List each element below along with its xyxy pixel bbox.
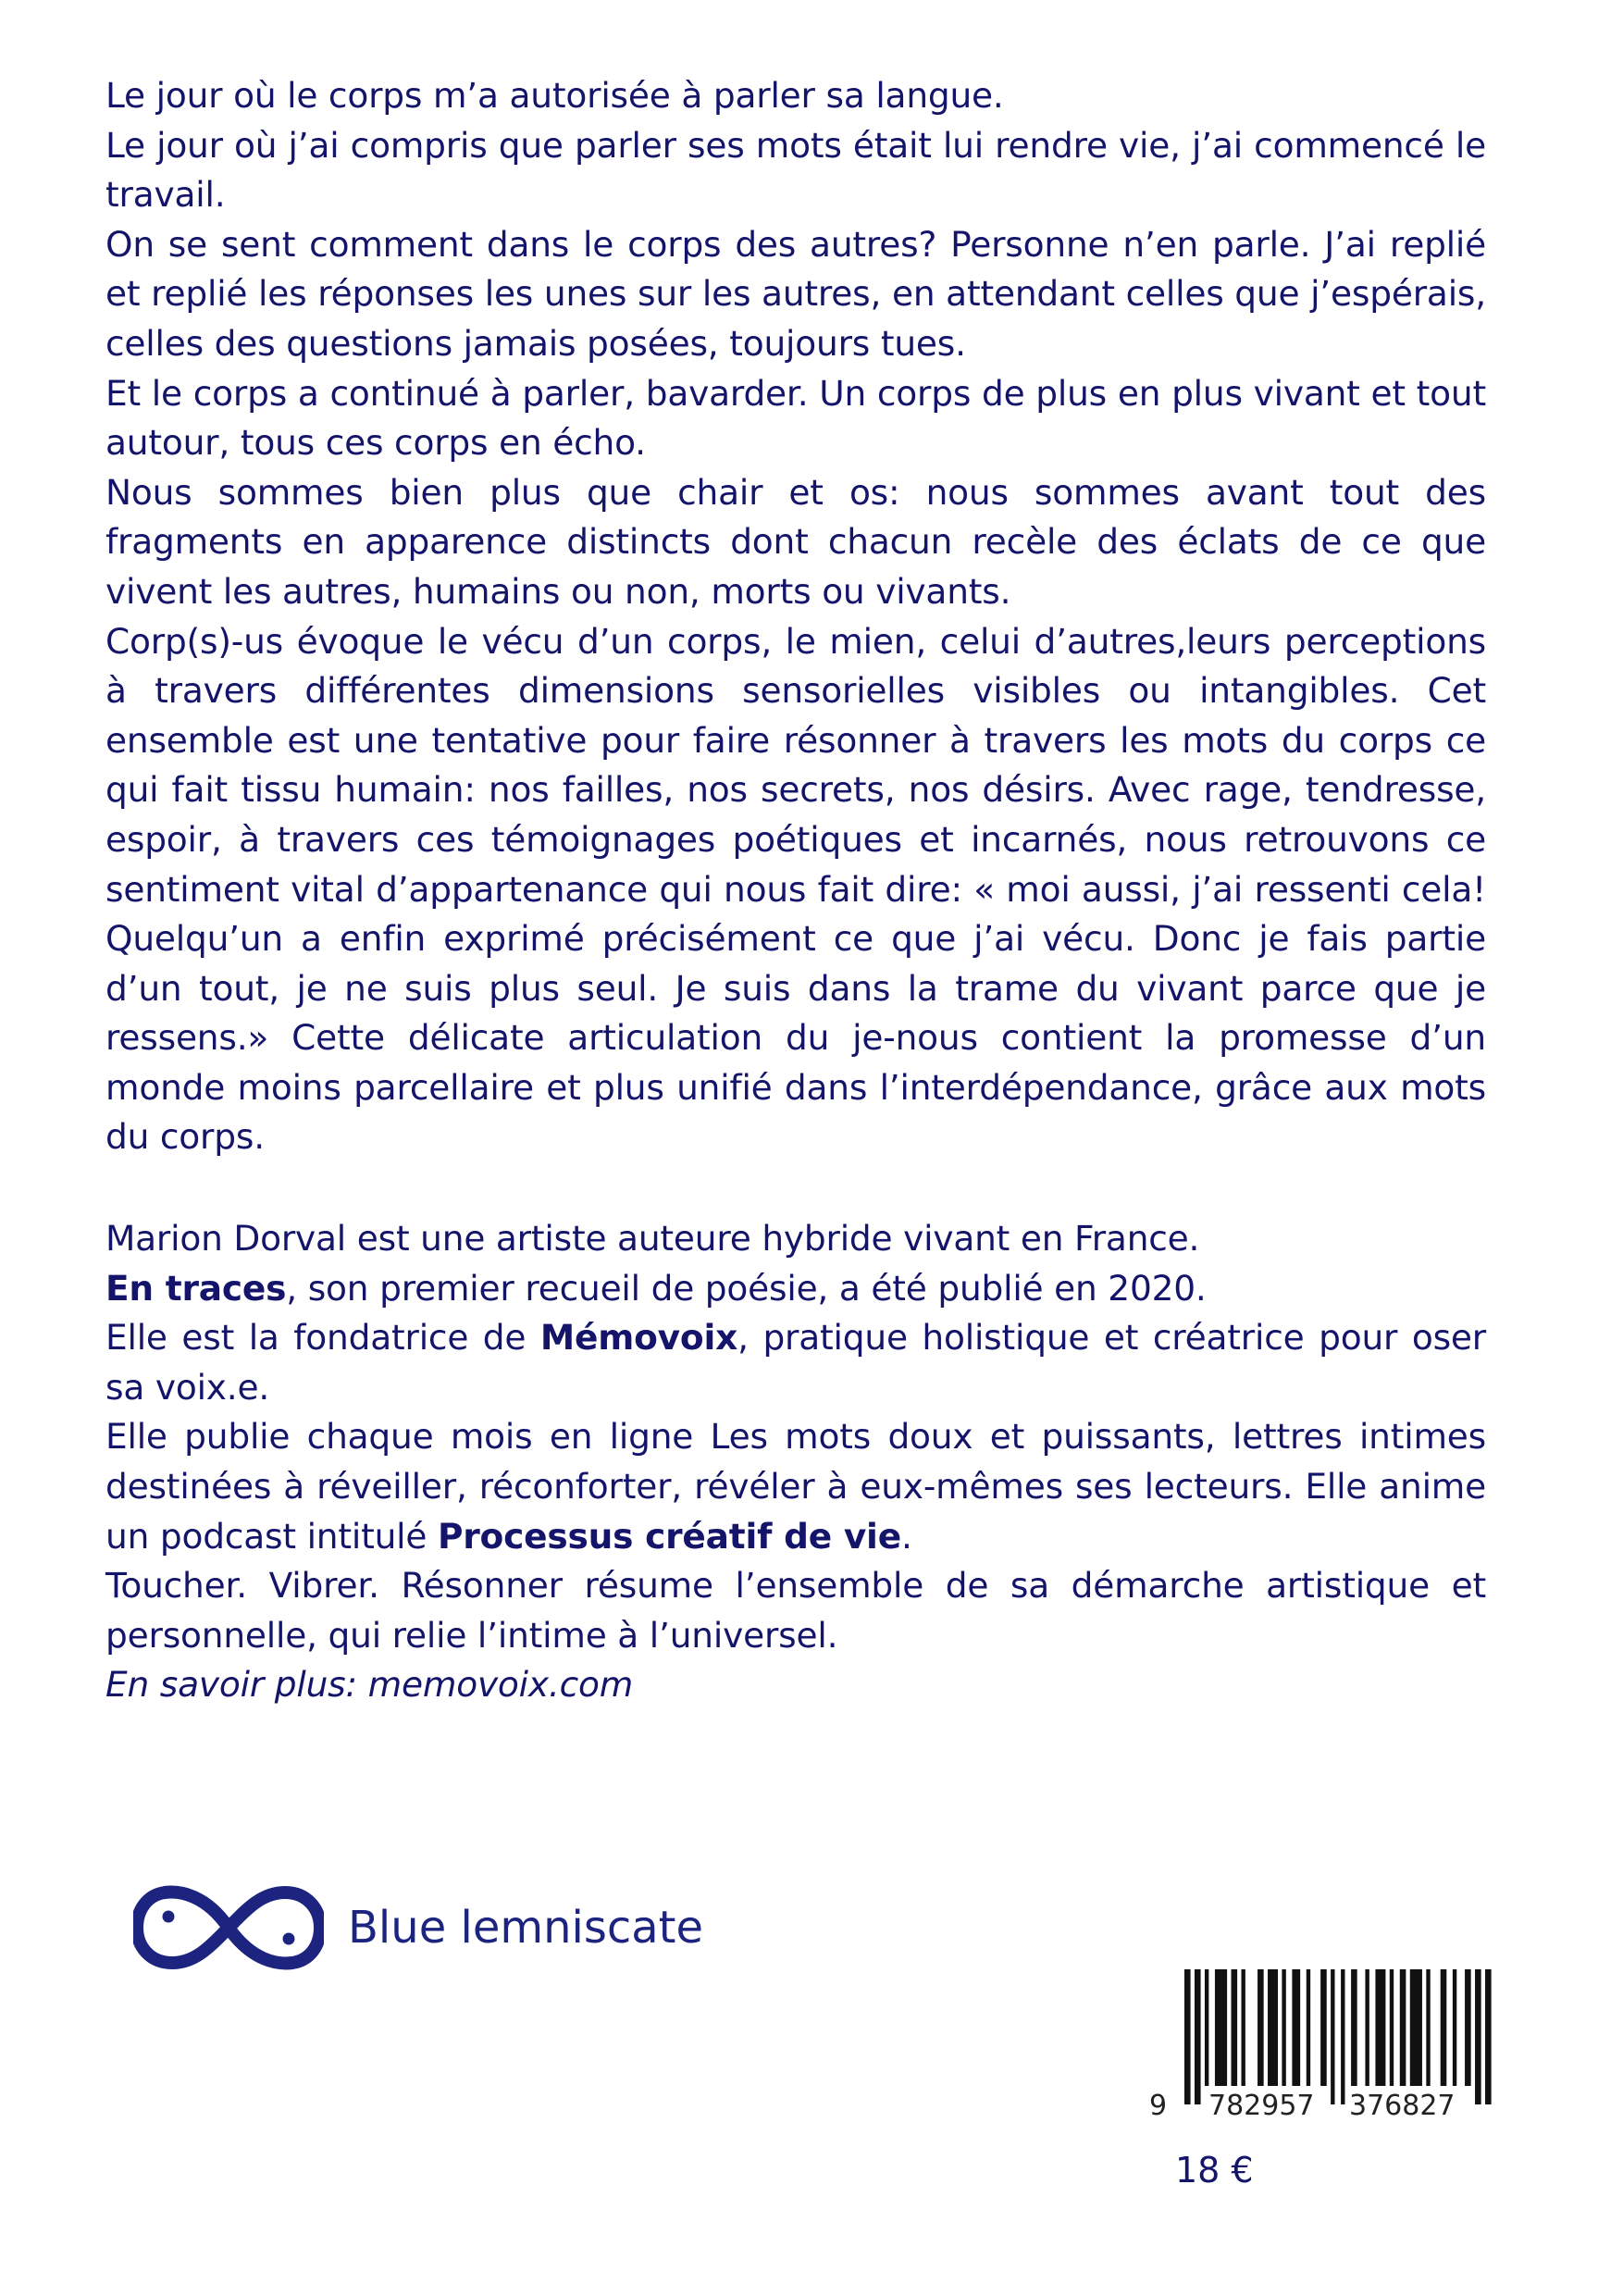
- isbn-digits: [1147, 2086, 1495, 2127]
- infinity-lemniscate-icon: [133, 1881, 324, 1974]
- website-line: En savoir plus: memovoix.com: [105, 1664, 634, 1706]
- isbn-right-group: 376827: [1347, 2086, 1457, 2127]
- publisher-name: Blue lemniscate: [348, 1902, 704, 1954]
- bio-line: Elle publie chaque mois en ligne Les mots doux et puissants, lettres intimes destinées à réveiller, réconforter, révéler à eux-mêmes ses lecteurs. Elle anime un podcast intitulé Processus créatif de vie.: [105, 1416, 1486, 1557]
- blurb-paragraph: Et le corps a continué à parler, bavarder. Un corps de plus en plus vivant et tout autour, tous ces corps en écho.: [105, 372, 1486, 464]
- blurb-paragraph: Le jour où le corps m’a autorisée à parler sa langue.: [105, 75, 1004, 116]
- publisher-logo: [133, 1881, 753, 1983]
- podcast-title: Processus créatif de vie: [437, 1515, 901, 1557]
- blurb-paragraph: Corp(s)-us évoque le vécu d’un corps, le mien, celui d’autres,leurs perceptions à travers différentes dimensions sensorielles visibles ou intangibles. Cet ensemble est une tentative pour faire résonner à travers les mots du corps ce qui fait tissu humain: nos failles, nos secrets, nos désirs. Avec rage, tendresse, espoir, à travers ces témoignages poétiques et incarnés, nous retrouvons ce sentiment vital d’appartenance qui nous fait dire: « moi aussi, j’ai ressenti cela! Quelqu’un a enfin exprimé précisément ce que j’ai vécu. Donc je fais partie d’un tout, je ne suis plus seul. Je suis dans la trame du vivant parce que je ressens.» Cette délicate articulation du je-nous contient la promesse d’un monde moins parcellaire et plus unifié dans l’interdépendance, grâce aux mots du corps.: [105, 620, 1486, 1158]
- barcode-bars: [1184, 1969, 1495, 2104]
- blurb-paragraph: Nous sommes bien plus que chair et os: nous sommes avant tout des fragments en apparence distincts dont chacun recèle des éclats de ce que vivent les autres, humains ou non, morts ou vivants.: [105, 471, 1486, 612]
- isbn-left-group: 782957: [1207, 2086, 1317, 2127]
- bio-line: Marion Dorval est une artiste auteure hybride vivant en France.: [105, 1218, 1200, 1259]
- bio-line: Elle est la fondatrice de Mémovoix, pratique holistique et créatrice pour oser sa voix.e.: [105, 1317, 1487, 1408]
- blurb-paragraph: On se sent comment dans le corps des autres? Personne n’en parle. J’ai replié et replié les réponses les unes sur les autres, en attendant celles que j’espérais, celles des questions jamais posées, toujours tues.: [105, 223, 1486, 364]
- memovoix-name: Mémovoix: [539, 1317, 738, 1359]
- isbn-first-digit: 9: [1147, 2086, 1169, 2127]
- author-bio: [105, 1214, 1486, 1710]
- isbn-barcode: [1147, 1969, 1495, 2145]
- book-title-en-traces: En traces: [105, 1267, 287, 1309]
- back-cover-blurb: [105, 71, 1486, 1162]
- bio-line: En traces, son premier recueil de poésie, a été publié en 2020.: [105, 1267, 1207, 1309]
- price-label: 18 €: [1175, 2150, 1254, 2191]
- blurb-paragraph: Le jour où j’ai compris que parler ses mots était lui rendre vie, j’ai commencé le travail.: [105, 124, 1486, 216]
- bio-line: Toucher. Vibrer. Résonner résume l’ensemble de sa démarche artistique et personnelle, qui relie l’intime à l’universel.: [105, 1565, 1486, 1656]
